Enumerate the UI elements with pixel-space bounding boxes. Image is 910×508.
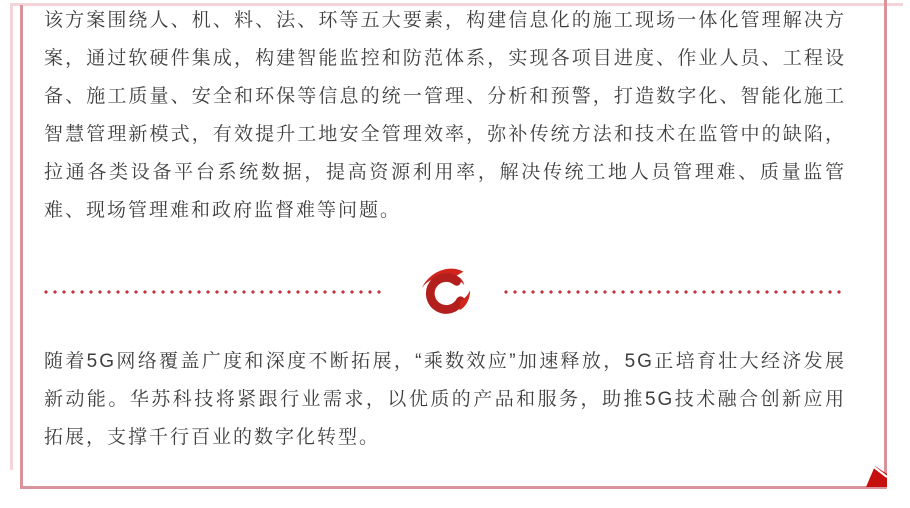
article-body-2 [44, 343, 846, 457]
paragraph-5g-outlook: 随着5G网络覆盖广度和深度不断拓展，“乘数效应”加速释放，5G正培育壮大经济发展新动能。华苏科技将紧跟行业需求，以优质的产品和服务，助推5G技术融合创新应用拓展，支撑千行百业的数字化转型。 [44, 351, 846, 448]
huasu-swirl-logo-icon [416, 265, 474, 319]
frame-inner-left-line [20, 5, 23, 489]
frame-inner-right-line [884, 0, 887, 489]
dotted-line-left [44, 290, 386, 294]
dotted-line-right [504, 290, 846, 294]
article-body [44, 2, 846, 230]
frame-inner-bottom-line [20, 486, 887, 489]
section-divider [44, 260, 846, 324]
frame-outer-left-line [10, 3, 13, 470]
company-logo [414, 262, 476, 322]
page-corner-fold-icon [864, 464, 888, 488]
paragraph-solution-overview: 该方案围绕人、机、料、法、环等五大要素，构建信息化的施工现场一体化管理解决方案，通过软硬件集成，构建智能监控和防范体系，实现各项目进度、作业人员、工程设备、施工质量、安全和环保等信息的统一管理、分析和预警，打造数字化、智能化施工智慧管理新模式，有效提升工地安全管理效率，弥补传统方法和技术在监管中的缺陷，拉通各类设备平台系统数据，提高资源利用率，解决传统工地人员管理难、质量监管难、现场管理难和政府监督难等问题。 [44, 10, 846, 221]
